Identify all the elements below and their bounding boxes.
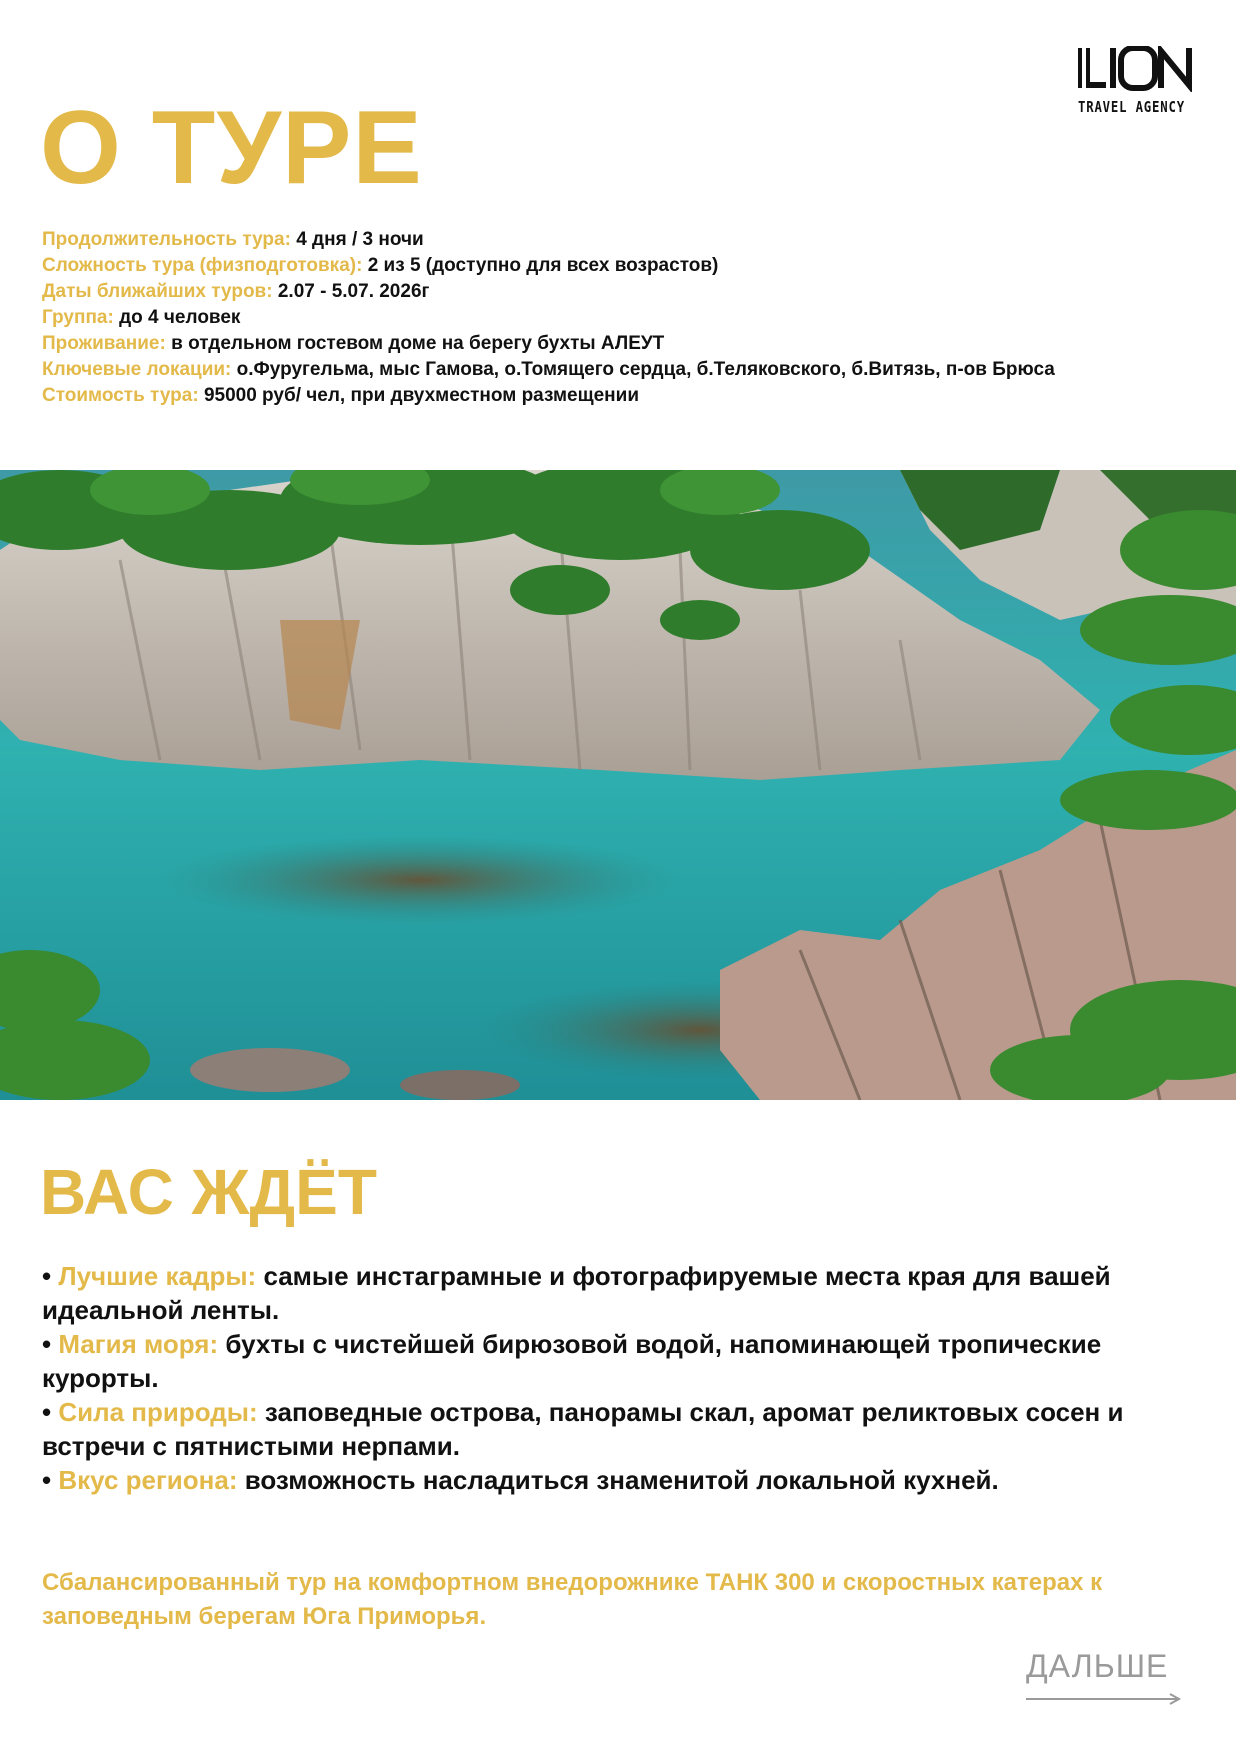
fact-row-duration bbox=[42, 227, 1222, 253]
item-text: бухты с чистейшей бирюзовой водой, напоминающей тропические курорты. bbox=[42, 1329, 1102, 1393]
bullet-mark: • bbox=[42, 1329, 52, 1359]
fact-label: Сложность тура (физподготовка): bbox=[42, 255, 363, 276]
fact-value: в отдельном гостевом доме на берегу бухты АЛЕУТ bbox=[171, 333, 665, 354]
fact-value: до 4 человек bbox=[119, 307, 241, 328]
item-label: Сила природы: bbox=[58, 1397, 258, 1427]
bullet-mark: • bbox=[42, 1397, 52, 1427]
arrow-right-icon bbox=[1026, 1692, 1184, 1706]
list-item bbox=[42, 1327, 1192, 1395]
bullet-mark: • bbox=[42, 1261, 52, 1291]
logo-subtitle: TRAVEL AGENCY bbox=[1078, 98, 1185, 116]
tour-summary: Сбалансированный тур на комфортном внедорожнике ТАНК 300 и скоростных катерах к заповедным берегам Юга Приморья. bbox=[42, 1569, 1103, 1630]
fact-label: Продолжительность тура: bbox=[42, 229, 291, 250]
logo-mark bbox=[1078, 46, 1198, 92]
fact-row-group bbox=[42, 305, 1222, 331]
item-text: самые инстаграмные и фотографируемые места края для вашей идеальной ленты. bbox=[42, 1261, 1111, 1325]
fact-value: 2 из 5 (доступно для всех возрастов) bbox=[367, 255, 719, 276]
fact-row-dates bbox=[42, 279, 1222, 305]
coast-photo bbox=[0, 470, 1236, 1100]
fact-value: о.Фуругельма, мыс Гамова, о.Томящего сердца, б.Теляковского, б.Витязь, п-ов Брюса bbox=[236, 359, 1055, 380]
logo-lion-icon bbox=[1078, 46, 1198, 92]
expect-list bbox=[42, 1259, 1192, 1497]
fact-label: Группа: bbox=[42, 307, 114, 328]
fact-value: 4 дня / 3 ночи bbox=[296, 229, 424, 250]
item-label: Магия моря: bbox=[58, 1329, 219, 1359]
list-item bbox=[42, 1463, 1192, 1497]
fact-label: Проживание: bbox=[42, 333, 166, 354]
fact-value: 2.07 - 5.07. 2026г bbox=[277, 281, 430, 302]
item-text: заповедные острова, панорамы скал, аромат реликтовых сосен и встречи с пятнистыми нерпами. bbox=[42, 1397, 1124, 1461]
item-text: возможность насладиться знаменитой локальной кухней. bbox=[244, 1465, 999, 1495]
fact-row-accommodation bbox=[42, 331, 1222, 357]
coast-illustration bbox=[0, 470, 1236, 1100]
next-button[interactable] bbox=[1026, 1648, 1186, 1708]
fact-label: Стоимость тура: bbox=[42, 385, 199, 406]
fact-label: Ключевые локации: bbox=[42, 359, 232, 380]
item-label: Вкус региона: bbox=[58, 1465, 238, 1495]
item-label: Лучшие кадры: bbox=[58, 1261, 257, 1291]
fact-row-price bbox=[42, 383, 1222, 409]
tour-facts bbox=[42, 227, 1222, 409]
section-title-expect: ВАС ЖДЁТ bbox=[40, 1156, 377, 1228]
list-item bbox=[42, 1395, 1192, 1463]
list-item bbox=[42, 1259, 1192, 1327]
fact-label: Даты ближайших туров: bbox=[42, 281, 273, 302]
page-title: О ТУРЕ bbox=[40, 90, 423, 206]
agency-logo bbox=[1078, 46, 1198, 126]
fact-value: 95000 руб/ чел, при двухместном размещении bbox=[203, 385, 640, 406]
fact-row-difficulty bbox=[42, 253, 1222, 279]
bullet-mark: • bbox=[42, 1465, 52, 1495]
fact-row-locations bbox=[42, 357, 1222, 383]
next-button-label: ДАЛЬШЕ bbox=[1026, 1648, 1169, 1684]
